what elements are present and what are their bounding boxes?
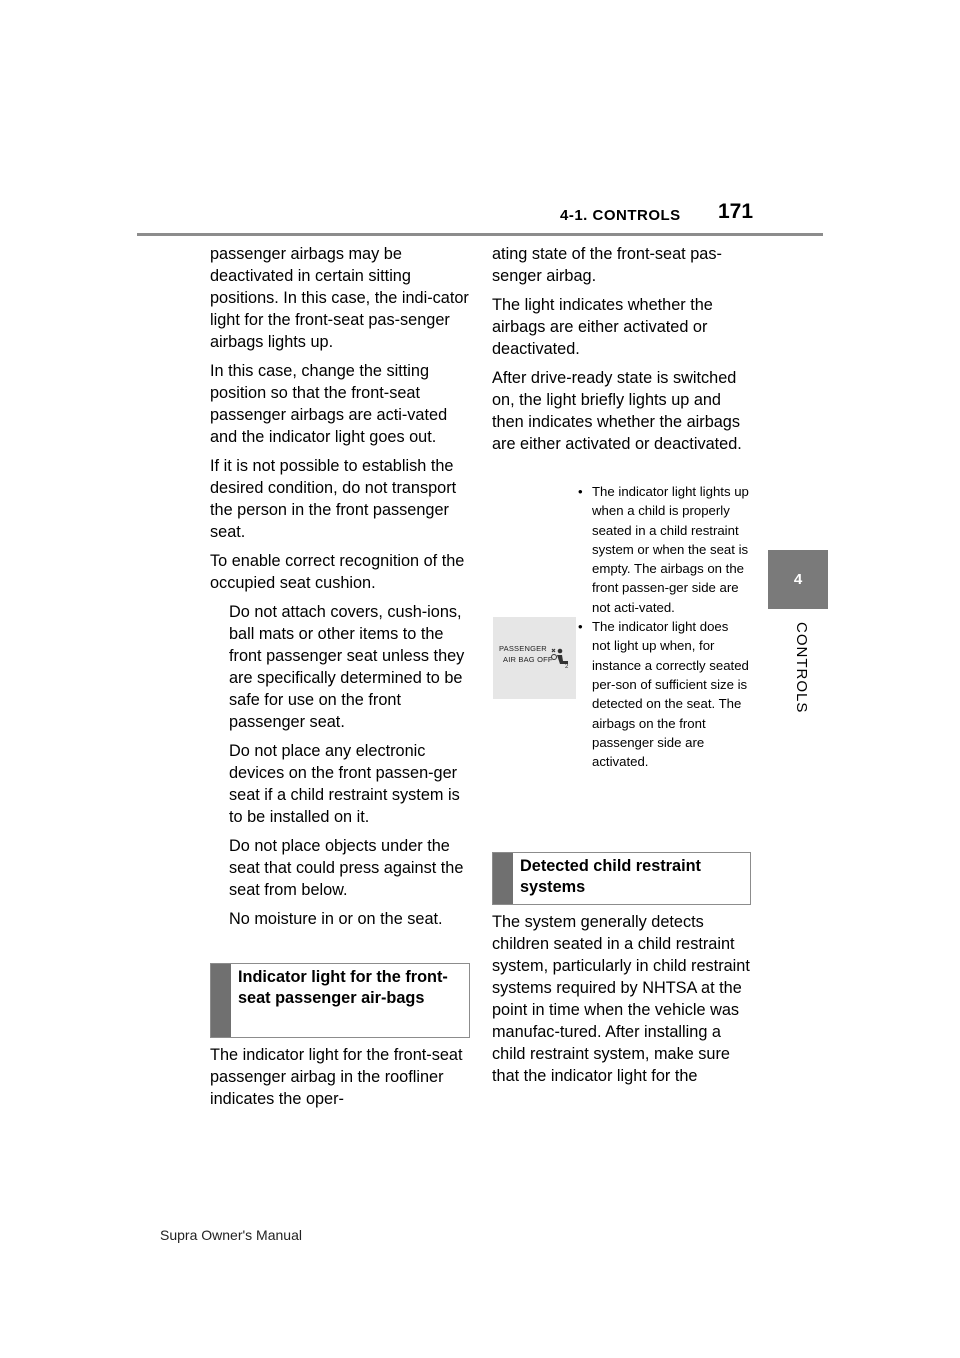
chapter-tab: 4	[768, 550, 828, 609]
indicator-label-airbag-off: AIR BAG OFF	[503, 655, 553, 664]
paragraph: The indicator light for the front-seat passenger airbag in the roofliner indicates the oper-	[210, 1046, 463, 1108]
list-item	[578, 482, 750, 617]
list-item-text: The indicator light lights up when a child is properly seated in a child restraint system or when the seat is empty. The airbags on the front passen-ger side are not acti-vated.	[592, 484, 749, 615]
indicator-label-passenger: PASSENGER	[499, 644, 547, 653]
section-heading-text: Indicator light for the front-seat passenger air-bags	[238, 968, 448, 1007]
left-column	[210, 243, 472, 937]
list-item	[210, 835, 472, 901]
list-item	[210, 601, 472, 733]
heading-bar	[211, 964, 231, 1037]
list-item-text: Do not place objects under the seat that could press against the seat from below.	[229, 837, 464, 899]
list-item-text: No moisture in or on the seat.	[229, 910, 443, 928]
svg-text:2: 2	[565, 664, 569, 669]
footer-manual-title: Supra Owner's Manual	[160, 1227, 302, 1243]
section-heading-text: Detected child restraint systems	[520, 857, 701, 896]
paragraph: If it is not possible to establish the desired condition, do not transport the person in the front passenger seat.	[210, 457, 457, 541]
section-heading-child-restraint	[492, 852, 751, 905]
list-item-text: The indicator light does not light up when, for instance a correctly seated per-son of sufficient size is detected on the seat. The airbags on the front passenger side are activated.	[592, 619, 749, 770]
list-item	[210, 908, 472, 930]
list-item-text: Do not attach covers, cush-ions, ball mats or other items to the front passenger seat unless they are specifically determined to be safe for use on the front passenger seat.	[229, 603, 465, 731]
section-heading-indicator-light	[210, 963, 470, 1038]
header-section-title: 4-1. CONTROLS	[560, 207, 681, 224]
page-number: 171	[718, 200, 754, 223]
paragraph: To enable correct recognition of the occupied seat cushion.	[210, 552, 465, 592]
airbag-off-icon	[551, 647, 571, 669]
passenger-airbag-off-indicator-image	[493, 617, 576, 699]
list-item	[578, 617, 750, 771]
paragraph: After drive-ready state is switched on, the light briefly lights up and then indicates whether the airbags are either activated or deactivated.	[492, 369, 742, 453]
bullet-dot-icon: •	[578, 619, 583, 635]
indicator-notes	[578, 482, 750, 771]
list-item-text: Do not place any electronic devices on the front passen-ger seat if a child restraint system is to be installed on it.	[229, 742, 460, 826]
paragraph: The system generally detects children seated in a child restraint system, particularly in child restraint systems required by NHTSA at the point in time when the vehicle was manufac-tured. After installing a child restraint system, make sure that the indicator light for the	[492, 913, 750, 1085]
paragraph: The light indicates whether the airbags are either activated or deactivated.	[492, 296, 713, 358]
chapter-tab-label: CONTROLS	[793, 622, 810, 714]
paragraph: ating state of the front-seat pas-senger airbag.	[492, 245, 722, 285]
right-column	[492, 243, 754, 462]
heading-bar	[493, 853, 513, 904]
header-divider	[137, 233, 823, 236]
paragraph: passenger airbags may be deactivated in certain sitting positions. In this case, the indi-cator light for the front-seat pas-senger airbags lights up.	[210, 245, 469, 351]
paragraph: In this case, change the sitting position so that the front-seat passenger airbags are acti-vated and the indicator light goes out.	[210, 362, 448, 446]
list-item	[210, 740, 472, 828]
bullet-dot-icon: •	[578, 484, 583, 499]
